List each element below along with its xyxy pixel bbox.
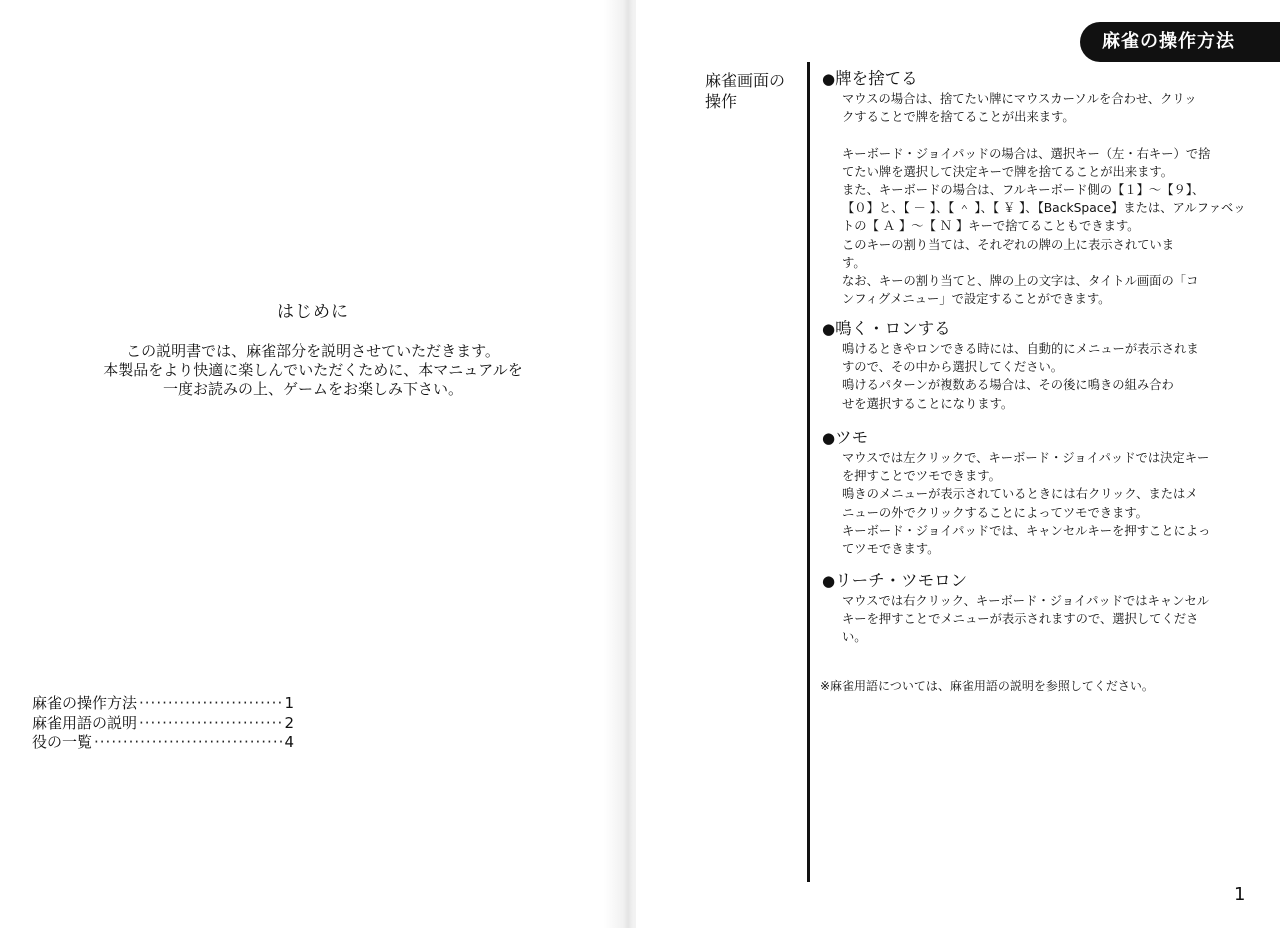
section-heading — [822, 570, 1232, 592]
vertical-divider — [807, 62, 810, 882]
toc-item-label: 麻雀用語の説明 — [32, 713, 138, 732]
section-body — [842, 90, 1246, 308]
body-line: キーボード・ジョイパッドでは、キャンセルキーを押すことによっ — [842, 523, 1211, 538]
section-side-label — [705, 70, 805, 112]
toc-leader-dots — [139, 694, 282, 714]
intro-line: この説明書では、麻雀部分を説明させていただきます。 — [126, 342, 500, 360]
body-line: てたい牌を選択して決定キーで牌を捨てることが出来ます。 — [842, 164, 1174, 179]
section-riichi-tsumoron — [822, 570, 1232, 647]
body-line: キーを押すことでメニューが表示されますので、選択してくださ — [842, 612, 1199, 627]
bullet-icon: ● — [822, 320, 836, 338]
body-line: を押すことでツモできます。 — [842, 469, 1001, 484]
intro-body — [0, 342, 626, 399]
section-call-ron — [822, 318, 1232, 413]
toc-item-page: 2 — [284, 713, 294, 732]
body-line: 【０】と、【 － 】、【 ＾ 】、【 ￥ 】、【BackSpace】または、アルファベッ — [842, 201, 1246, 216]
body-line: マウスでは左クリックで、キーボード・ジョイパッドでは決定キー — [842, 451, 1210, 465]
body-line: 鳴けるときやロンできる時には、自動的にメニューが表示されま — [842, 342, 1199, 356]
intro-line: 本製品をより快適に楽しんでいただくために、本マニュアルを — [103, 361, 523, 379]
body-line: い。 — [842, 630, 867, 645]
side-label-line: 操作 — [705, 92, 738, 111]
toc-item[interactable] — [32, 714, 294, 734]
section-heading — [822, 318, 1232, 340]
section-heading-text: リーチ・ツモロン — [835, 571, 968, 590]
body-line: マウスの場合は、捨てたい牌にマウスカーソルを合わせ、クリッ — [842, 92, 1197, 106]
body-line: ンフィグメニュー」で設定することができます。 — [842, 292, 1111, 307]
body-line: マウスでは右クリック、キーボード・ジョイパッドではキャンセル — [842, 594, 1210, 608]
chapter-header-tab: 麻雀の操作方法 — [1080, 22, 1280, 62]
body-line: なお、キーの割り当てと、牌の上の文字は、タイトル画面の「コ — [842, 274, 1199, 289]
section-body — [842, 340, 1232, 413]
body-line: てツモできます。 — [842, 542, 940, 557]
toc-item-page: 1 — [284, 694, 294, 712]
section-body — [842, 592, 1232, 647]
body-line: す。 — [842, 255, 866, 270]
body-line: 鳴けるパターンが複数ある場合は、その後に鳴きの組み合わ — [842, 378, 1174, 393]
section-discard-tile — [822, 68, 1246, 308]
toc-item[interactable] — [32, 733, 294, 753]
toc-leader-dots — [139, 714, 282, 734]
bullet-icon: ● — [822, 572, 836, 590]
section-heading-text: ツモ — [835, 428, 869, 447]
section-heading-text: 鳴く・ロンする — [835, 319, 951, 338]
toc-item-label: 麻雀の操作方法 — [32, 694, 138, 712]
intro-title: はじめに — [277, 302, 349, 322]
body-line: すので、その中から選択してください。 — [842, 360, 1064, 375]
body-line: このキーの割り当ては、それぞれの牌の上に表示されていま — [842, 237, 1175, 252]
bullet-icon: ● — [822, 429, 836, 447]
section-heading — [822, 427, 1232, 449]
body-line: クすることで牌を捨てることが出来ます。 — [842, 110, 1075, 125]
intro-line: 一度お読みの上、ゲームをお楽しみ下さい。 — [162, 380, 463, 398]
body-line: キーボード・ジョイパッドの場合は、選択キー（左・右キー）で捨 — [842, 146, 1211, 161]
toc-item[interactable] — [32, 694, 294, 714]
toc-leader-dots — [94, 733, 282, 753]
page-number: 1 — [1234, 884, 1246, 905]
footnote: ※麻雀用語については、麻雀用語の説明を参照してください。 — [820, 679, 1154, 693]
toc-item-page: 4 — [284, 733, 294, 751]
body-line: せを選択することになります。 — [842, 396, 1014, 411]
body-line: また、キーボードの場合は、フルキーボード側の【１】～【９】、 — [842, 183, 1205, 197]
section-body — [842, 449, 1232, 558]
table-of-contents — [32, 694, 294, 753]
body-line: トの【 Ａ 】～【 Ｎ 】キーで捨てることもできます。 — [842, 219, 1140, 234]
section-heading — [822, 68, 1232, 90]
section-heading-text: 牌を捨てる — [835, 69, 918, 88]
side-label-line: 麻雀画面の — [705, 71, 786, 90]
bullet-icon: ● — [822, 70, 836, 88]
body-gap — [842, 126, 1232, 144]
toc-item-label: 役の一覧 — [32, 733, 93, 751]
left-page — [0, 0, 626, 928]
section-tsumo — [822, 427, 1232, 558]
body-line: 鳴きのメニューが表示されているときには右クリック、またはメ — [842, 487, 1198, 502]
body-line: ニューの外でクリックすることによってツモできます。 — [842, 505, 1148, 520]
